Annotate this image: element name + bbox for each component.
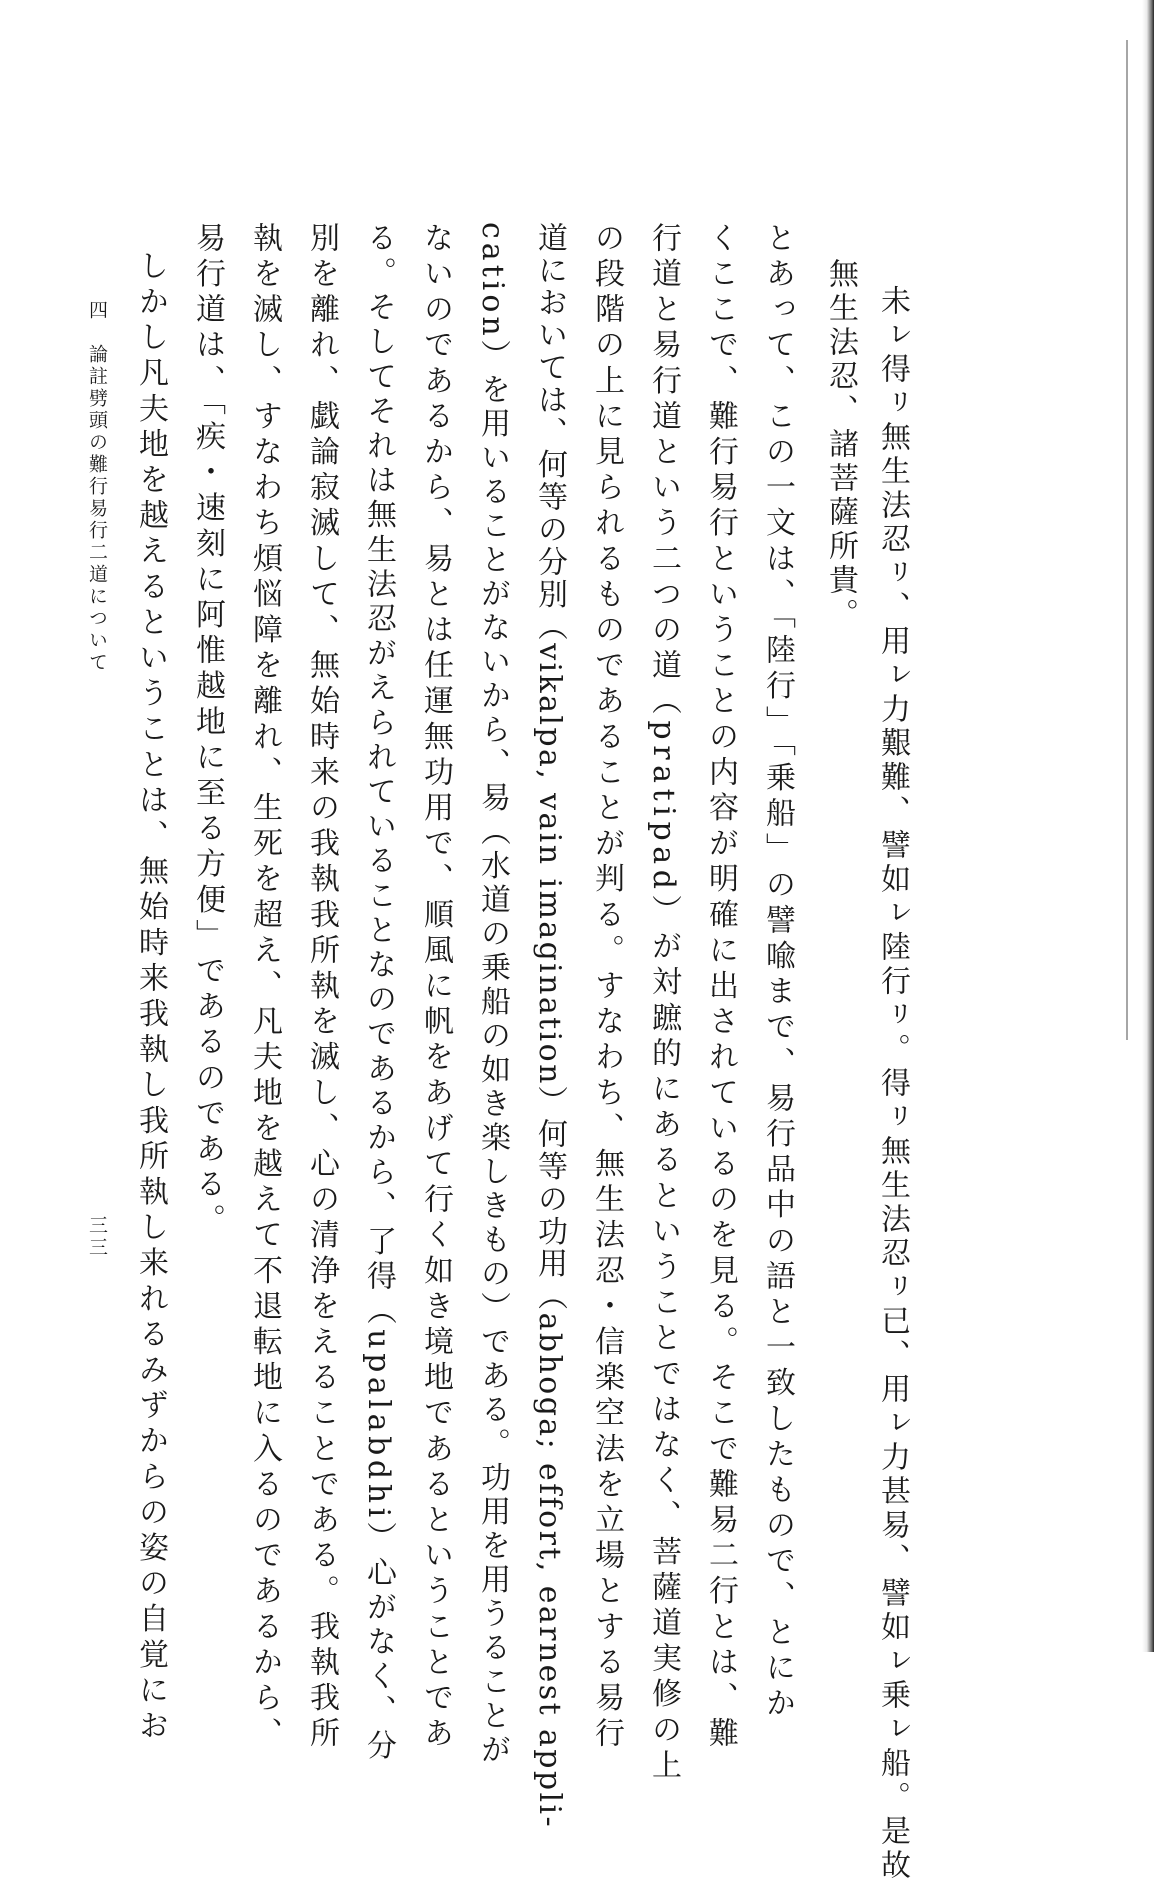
running-footer-section: 四 論註劈頭の難行易行二道について [86,300,108,674]
scan-artifact-line [1126,40,1128,1040]
scan-artifact-edge [1142,0,1154,1652]
quote-line-1: 未ㇾ得ㇼ無生法忍ㇼ、用ㇾ力艱難、譬如ㇾ陸行ㇼ。得ㇼ無生法忍ㇼ已、用ㇾ力甚易、譬如ㇾ乗ㇾ船。是故 [875,285,910,1883]
body-line-3: 行道と易行道という二つの道（pratipad）が対蹠的にあるということではなく、菩薩道実修の上 [646,222,681,1785]
page-number: 三三 [86,1215,108,1259]
body-line-8: る。そしてそれは無生法忍がえられていることなのであるから、了得（upalabdhi）心がなく、分 [361,222,396,1765]
body-line-7: ないのであるから、易とは任運無功用で、順風に帆をあげて行く如き境地であるということであ [418,222,453,1753]
body-line-6: cation）を用いることがないから、易（水道の乗船の如き楽しきもの）である。功用を用うることが [475,222,510,1768]
body-line-1: とあって、この一文は、「陸行」「乗船」の譬喩まで、易行品中の語と一致したもので、とにか [760,222,795,1723]
body-line-11: 易行道は、「疾・速刻に阿惟越地に至る方便」であるのである。 [190,222,225,1240]
body-line-2: くここで、難行易行ということの内容が明確に出されているのを見る。そこで難易二行とは、難 [703,222,738,1753]
body-line-4: の段階の上に見られるものであることが判る。すなわち、無生法忍・信楽空法を立場とする易行 [589,222,624,1753]
body-line-5: 道においては、何等の分別（vikalpa, vain imagination）何等の功用（abhoga; effort, earnest appli- [532,222,567,1829]
body-line-10: 執を滅し、すなわち煩悩障を離れ、生死を超え、凡夫地を越えて不退転地に入るのであるから、 [247,222,282,1753]
body-line-9: 別を離れ、戯論寂滅して、無始時来の我執我所執を滅し、心の清浄をえることである。我執我所 [304,222,339,1753]
body-line-12: しかし凡夫地を越えるということは、無始時来我執し我所執し来れるみずからの姿の自覚にお [133,250,168,1746]
quote-line-2: 無生法忍、諸菩薩所貴。 [823,258,858,632]
